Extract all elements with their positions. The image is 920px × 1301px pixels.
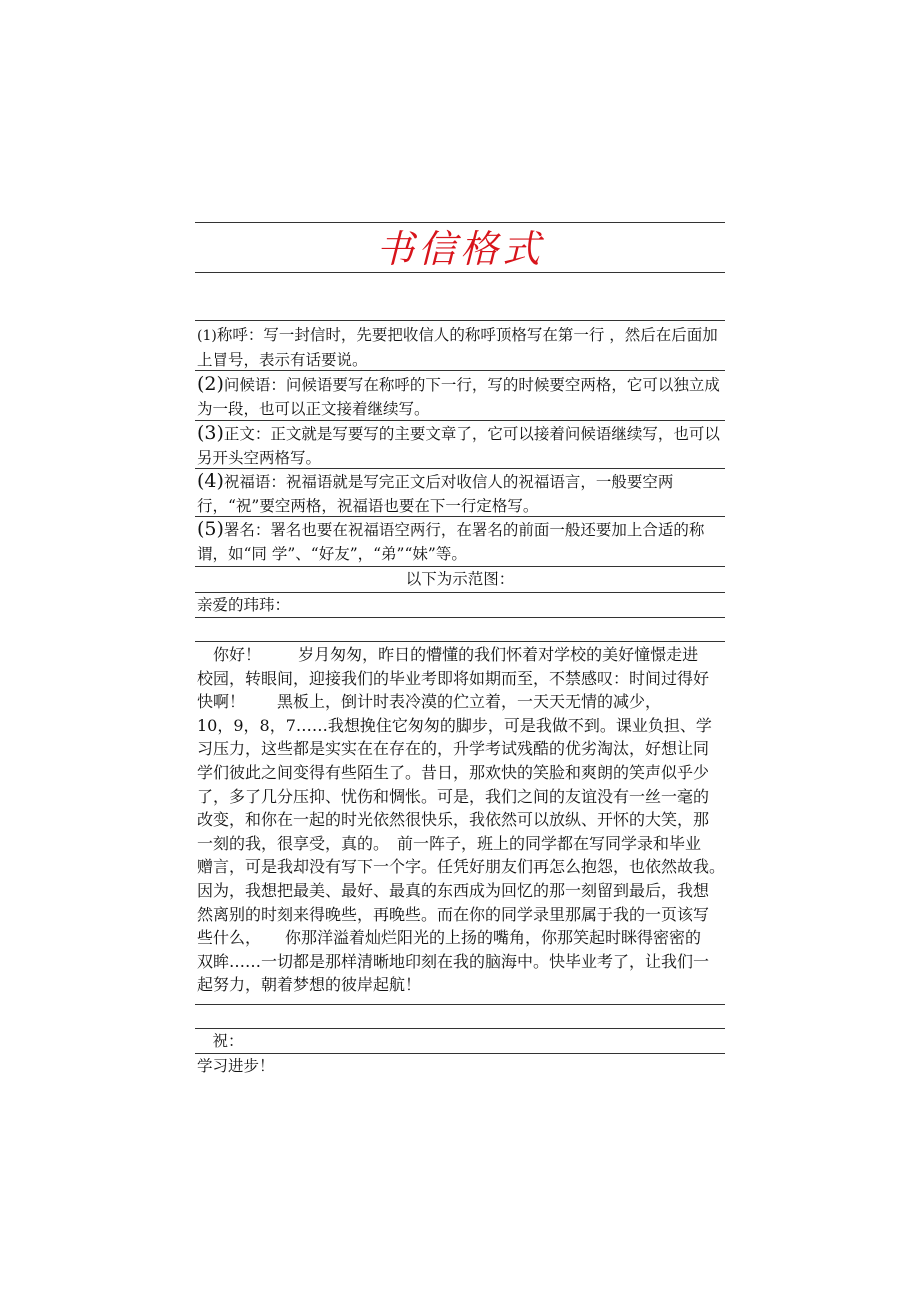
document-page bbox=[195, 0, 725, 1301]
divider bbox=[195, 566, 725, 567]
divider bbox=[195, 370, 725, 371]
letter-body-line: 然离别的时刻来得晚些，再晚些。而在你的同学录里那属于我的一页该写 bbox=[197, 904, 710, 924]
letter-closing: 祝： bbox=[197, 1032, 244, 1050]
letter-body-line: 你好！ 岁月匆匆，昨日的懵懂的我们怀着对学校的美好憧憬走进 bbox=[197, 645, 699, 664]
rule-item-salutation bbox=[197, 324, 723, 372]
letter-body-line: 双眸……一切都是那样清晰地印刻在我的脑海中。快毕业考了，让我们一 bbox=[197, 951, 710, 971]
letter-body-line: 快啊！ 黑板上，倒计时表冷漠的伫立着，一天天无情的减少， bbox=[197, 692, 662, 712]
letter-body-line: 学们彼此之间变得有些陌生了。昔日，那欢快的笑脸和爽朗的笑声似乎少 bbox=[197, 762, 710, 782]
rule-text: 祝福语：祝福语就是写完正文后对收信人的祝福语言，一般要空两行，“祝”要空两格，祝福语也要在下一行定格写。 bbox=[197, 473, 674, 515]
rule-number: (3) bbox=[197, 422, 224, 444]
divider bbox=[195, 1053, 725, 1054]
rule-number: (1) bbox=[197, 328, 217, 344]
letter-body-line: 赠言，可是我却没有写下一个字。任凭好朋友们再怎么抱怨，也依然故我。 bbox=[197, 857, 726, 877]
divider bbox=[195, 320, 725, 321]
rule-text: 问候语：问候语要写在称呼的下一行，写的时候要空两格，它可以独立成为一段，也可以正文接着继续写。 bbox=[197, 376, 720, 418]
divider bbox=[195, 592, 725, 593]
rule-text: 署名：署名也要在祝福语空两行，在署名的前面一般还要加上合适的称谓，如“同 学”、“好友”，“弟”“妹”等。 bbox=[197, 521, 705, 563]
divider bbox=[195, 468, 725, 469]
rule-item-blessing bbox=[197, 470, 723, 518]
letter-body-line: 一刻的我，很享受，真的。 前一阵子，班上的同学都在写同学录和毕业 bbox=[197, 833, 702, 853]
rule-item-greeting bbox=[197, 373, 723, 421]
divider bbox=[195, 420, 725, 421]
letter-body-line: 校园，转眼间，迎接我们的毕业考即将如期而至，不禁感叹：时间过得好 bbox=[197, 668, 710, 688]
letter-body-line: 习压力，这些都是实实在在存在的，升学考试残酷的优劣淘汰，好想让同 bbox=[197, 739, 710, 759]
rule-item-body bbox=[197, 422, 723, 470]
rule-text: 正文：正文就是写要写的主要文章了，它可以接着问候语继续写，也可以另开头空两格写。 bbox=[197, 425, 720, 467]
divider bbox=[195, 1028, 725, 1029]
rule-number: (4) bbox=[197, 470, 224, 492]
rule-item-signature bbox=[197, 518, 723, 566]
divider bbox=[195, 641, 725, 642]
divider bbox=[195, 617, 725, 618]
rule-number: (5) bbox=[197, 518, 224, 540]
divider bbox=[195, 272, 725, 273]
page-title: 书信格式 bbox=[375, 227, 544, 271]
divider bbox=[195, 516, 725, 517]
letter-body-line: 些什么， 你那洋溢着灿烂阳光的上扬的嘴角，你那笑起时眯得密密的 bbox=[197, 928, 702, 948]
letter-body-line: 改变，和你在一起的时光依然很快乐，我依然可以放纵、开怀的大笑，那 bbox=[197, 810, 710, 830]
letter-body bbox=[197, 643, 726, 997]
letter-body-line: 因为，我想把最美、最好、最真的东西成为回忆的那一刻留到最后，我想 bbox=[197, 880, 710, 900]
divider bbox=[195, 1004, 725, 1005]
rule-text: 称呼：写一封信时，先要把收信人的称呼顶格写在第一行 ，然后在后面加上冒号，表示有话要说。 bbox=[197, 326, 718, 369]
divider bbox=[195, 222, 725, 223]
example-label: 以下为示范图： bbox=[405, 570, 515, 588]
letter-body-line: 了，多了几分压抑、忧伤和惆怅。可是，我们之间的友谊没有一丝一毫的 bbox=[197, 786, 710, 806]
letter-salutation: 亲爱的玮玮： bbox=[197, 596, 291, 614]
letter-body-line: 起努力，朝着梦想的彼岸起航！ bbox=[197, 975, 422, 995]
letter-body-line: 10，9，8，7……我想挽住它匆匆的脚步，可是我做不到。课业负担、学 bbox=[197, 715, 712, 735]
letter-wish: 学习进步！ bbox=[197, 1057, 275, 1075]
rule-number: (2) bbox=[197, 373, 224, 395]
